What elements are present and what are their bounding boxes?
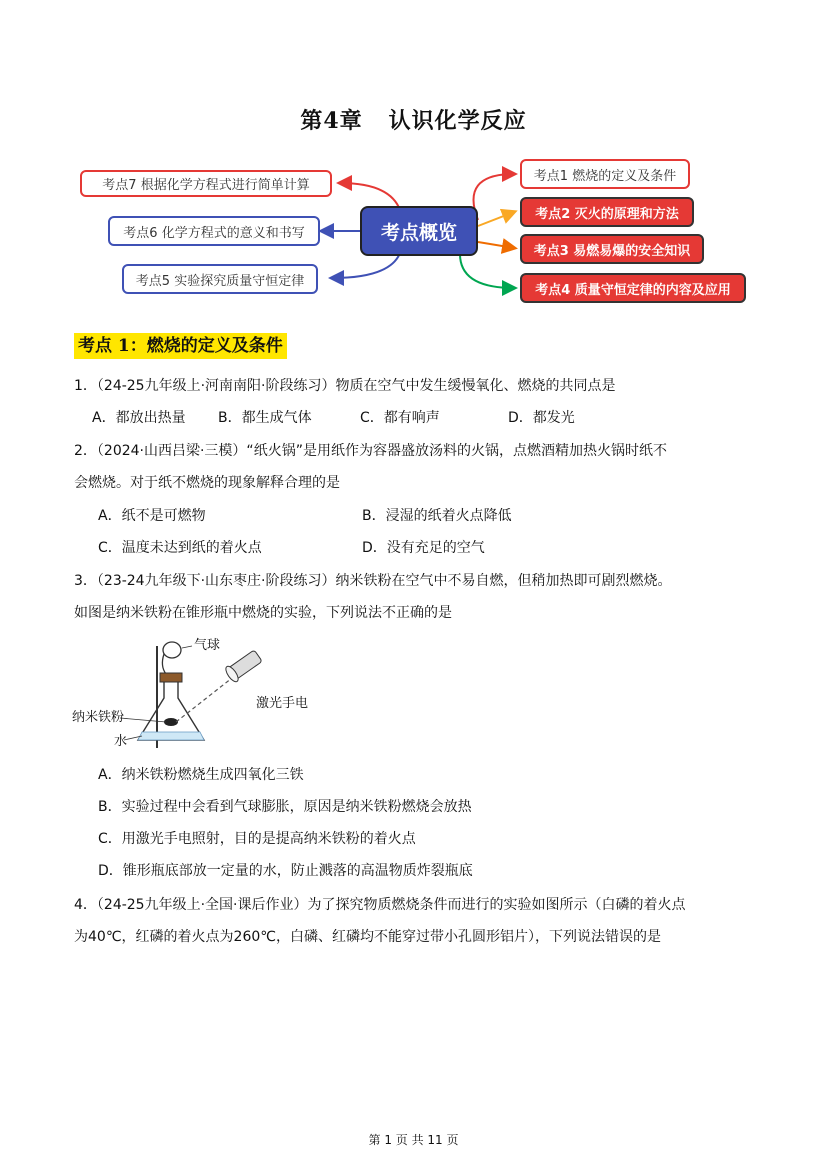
topic2-box[interactable]: 考点2 灭火的原理和方法 [520, 197, 694, 227]
q4-stem-line1: 4．（24-25九年级上·全国·课后作业）为了探究物质燃烧条件而进行的实验如图所示（白磷的着火点 [74, 897, 686, 913]
q1-option-c[interactable]: C．都有响声 [360, 410, 440, 426]
q2-stem-line1: 2．（2024·山西吕梁·三模）“纸火锅”是用纸作为容器盛放汤料的火锅，点燃酒精加热火锅时纸不 [74, 443, 667, 459]
chapter-number: 第4章 [300, 108, 363, 134]
arrow-to-topic1 [474, 174, 515, 220]
label-iron-powder: 纳米铁粉 [72, 710, 125, 725]
overview-center-box[interactable]: 考点概览 [360, 206, 478, 256]
topic6-box[interactable]: 考点6 化学方程式的意义和书写 [108, 216, 320, 246]
chapter-name: 认识化学反应 [388, 108, 527, 134]
topic5-box[interactable]: 考点5 实验探究质量守恒定律 [122, 264, 318, 294]
q2-option-c[interactable]: C．温度未达到纸的着火点 [98, 540, 262, 556]
label-balloon: 气球 [194, 638, 221, 653]
page-footer: 第 1 页 共 11 页 [368, 1133, 459, 1147]
q2-option-a[interactable]: A．纸不是可燃物 [98, 508, 206, 524]
topic7-box[interactable]: 考点7 根据化学方程式进行简单计算 [80, 170, 332, 197]
topic1-box[interactable]: 考点1 燃烧的定义及条件 [520, 159, 690, 189]
q2-option-d[interactable]: D．没有充足的空气 [362, 540, 485, 556]
section-heading: 考点 1：燃烧的定义及条件 [74, 333, 287, 359]
q1-stem: 1．（24-25九年级上·河南南阳·阶段练习）物质在空气中发生缓慢氧化、燃烧的共同点是 [74, 378, 616, 394]
arrow-to-topic3 [478, 242, 514, 248]
q3-stem-line1: 3．（23-24九年级下·山东枣庄·阶段练习）纳米铁粉在空气中不易自燃，但稍加热即可剧烈燃烧。 [74, 573, 672, 589]
q2-option-b[interactable]: B．浸湿的纸着火点降低 [362, 508, 512, 524]
q3-stem-line2: 如图是纳米铁粉在锥形瓶中燃烧的实验，下列说法不正确的是 [74, 605, 452, 621]
q3-option-c[interactable]: C．用激光手电照射，目的是提高纳米铁粉的着火点 [98, 831, 416, 847]
q3-option-d[interactable]: D．锥形瓶底部放一定量的水，防止溅落的高温物质炸裂瓶底 [98, 863, 473, 879]
topic4-box[interactable]: 考点4 质量守恒定律的内容及应用 [520, 273, 746, 303]
q4-stem-line2: 为40℃，红磷的着火点为260℃，白磷、红磷均不能穿过带小孔圆形铝片），下列说法错误的是 [74, 929, 661, 945]
topic3-box[interactable]: 考点3 易燃易爆的安全知识 [520, 234, 704, 264]
q3-option-b[interactable]: B．实验过程中会看到气球膨胀，原因是纳米铁粉燃烧会放热 [98, 799, 472, 815]
q3-experiment-figure [72, 636, 309, 756]
page-title [0, 104, 827, 135]
q1-option-b[interactable]: B．都生成气体 [218, 410, 312, 426]
q1-option-d[interactable]: D．都发光 [508, 410, 575, 426]
q3-option-a[interactable]: A．纳米铁粉燃烧生成四氧化三铁 [98, 767, 304, 783]
arrow-to-topic5 [332, 253, 400, 278]
label-water: 水 [114, 734, 128, 749]
arrow-to-topic4 [460, 254, 514, 288]
q2-stem-line2: 会燃烧。对于纸不燃烧的现象解释合理的是 [74, 475, 340, 491]
label-flashlight: 激光手电 [256, 696, 309, 711]
arrow-to-topic2 [478, 212, 514, 226]
overview-mindmap [70, 150, 760, 310]
q1-option-a[interactable]: A．都放出热量 [92, 410, 186, 426]
